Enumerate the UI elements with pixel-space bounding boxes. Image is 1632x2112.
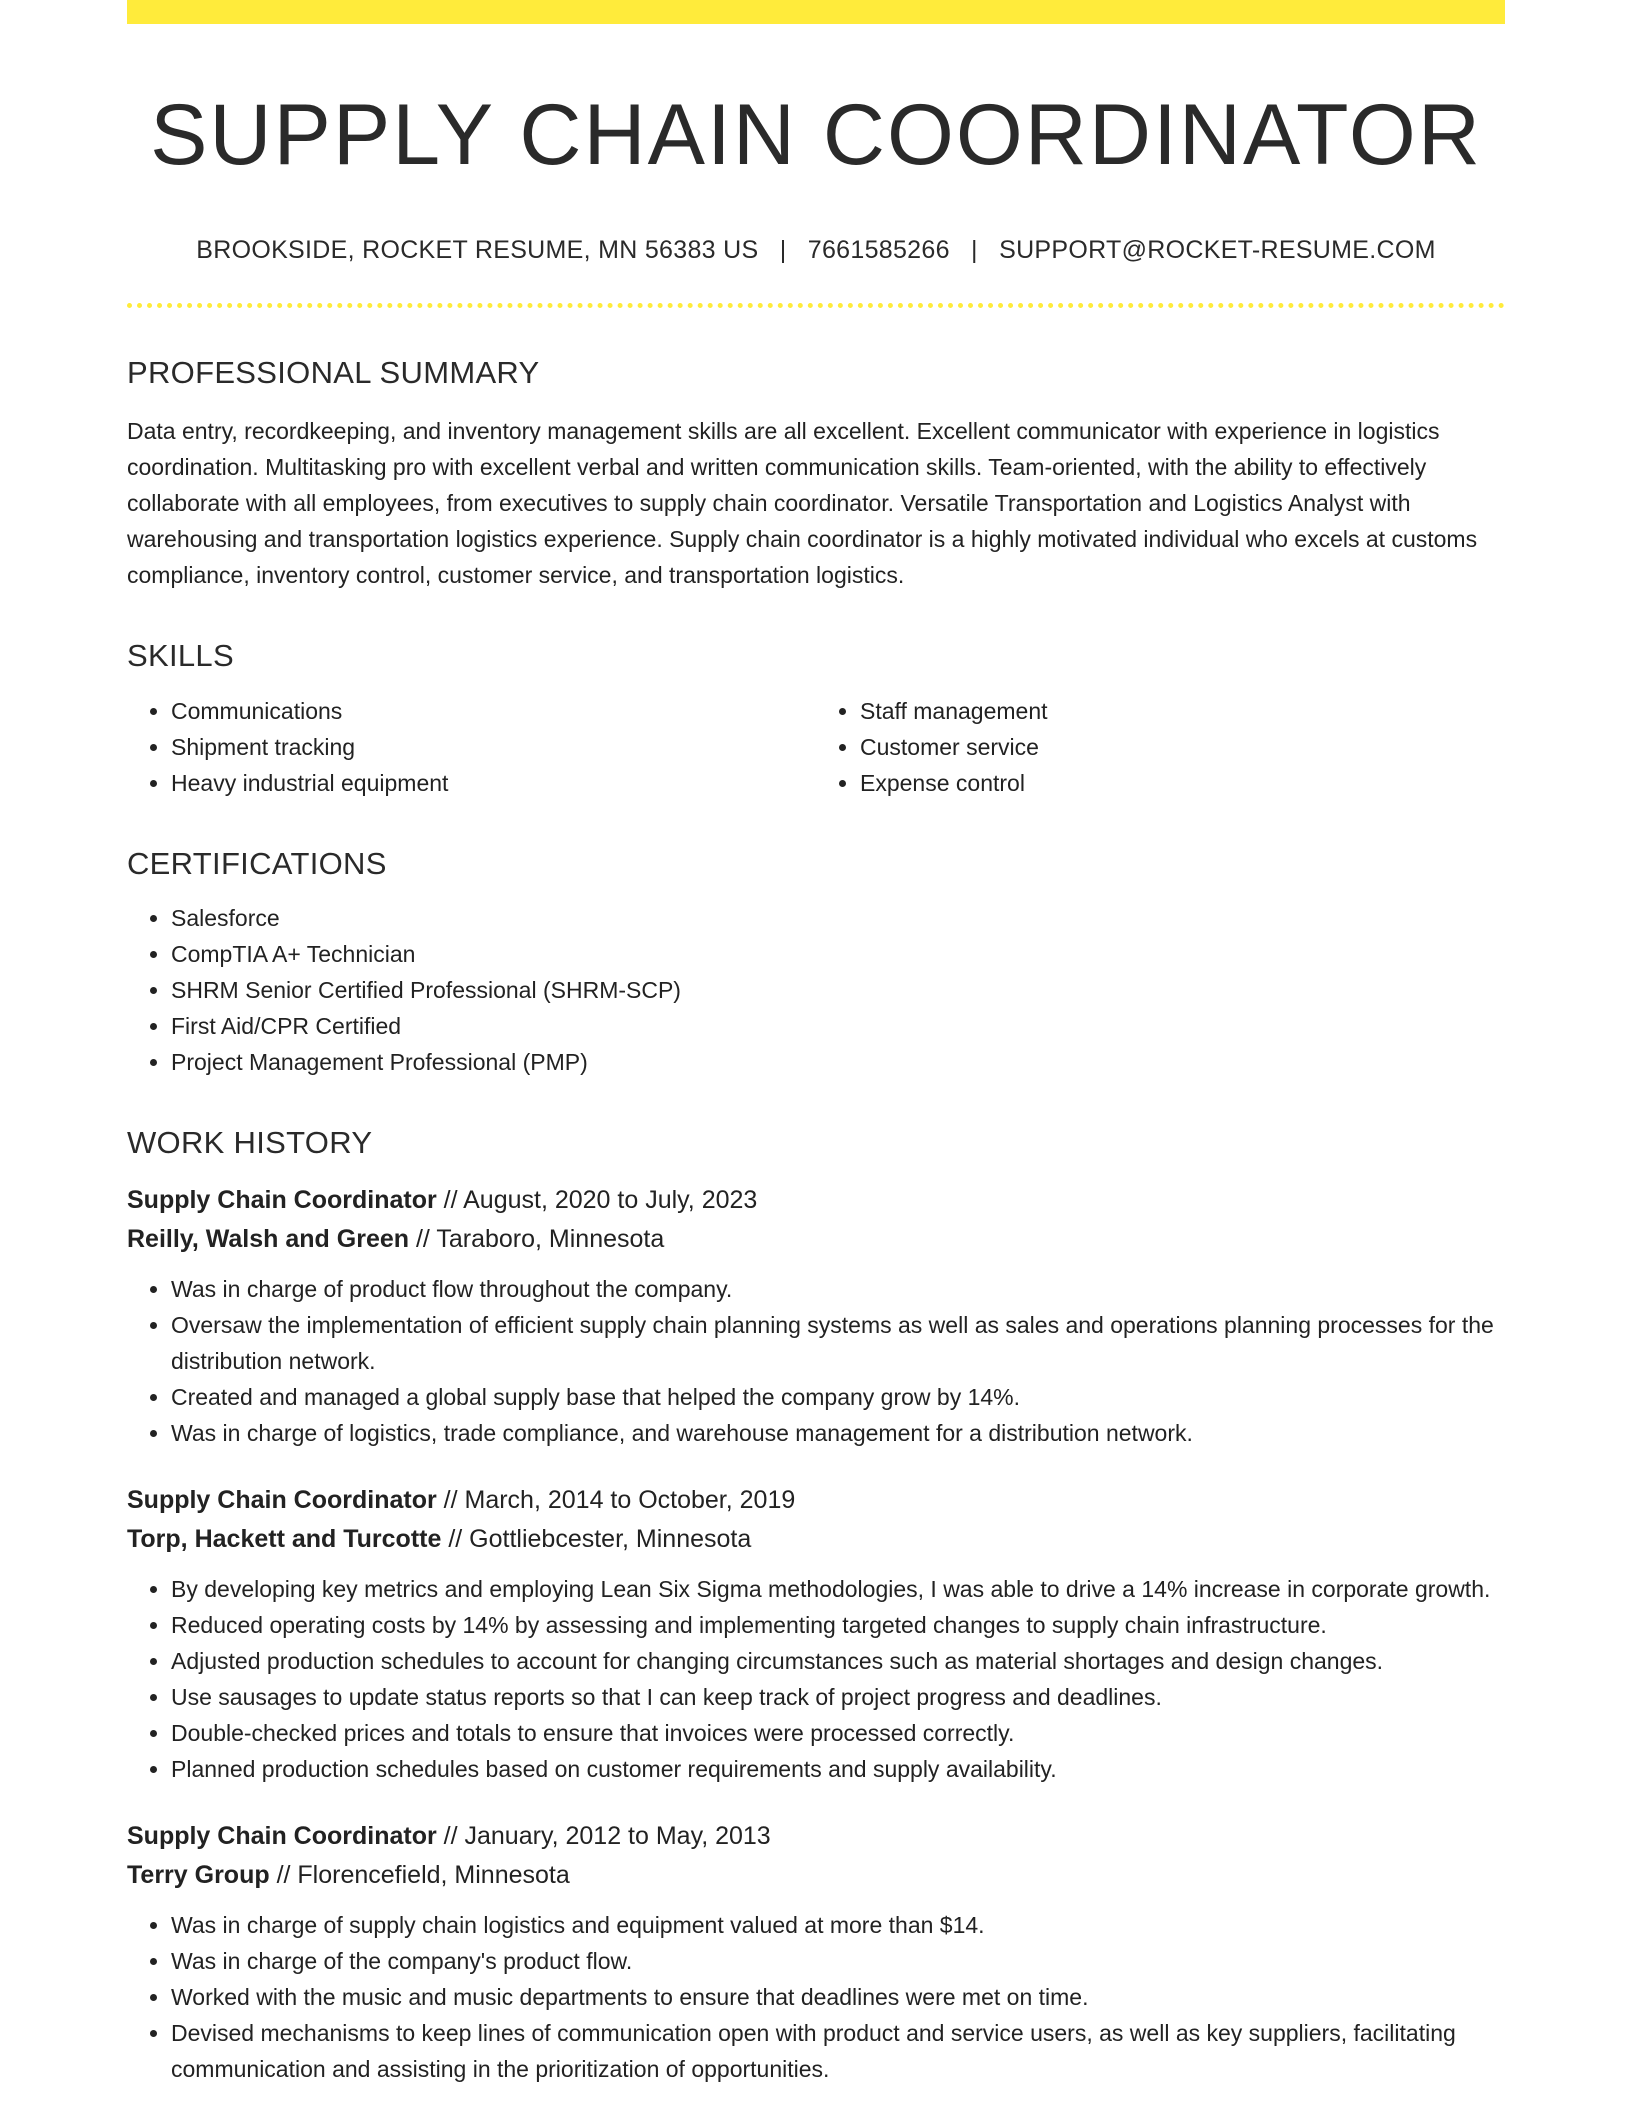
job-title: Supply Chain Coordinator <box>127 1485 437 1514</box>
skill-item: • Communications <box>171 693 816 729</box>
job-company-line <box>127 1520 1505 1559</box>
skill-item: • Customer service <box>860 729 1505 765</box>
top-accent-bar <box>127 0 1505 24</box>
certification-item: • SHRM Senior Certified Professional (SHRM-SCP) <box>171 972 1505 1008</box>
job-dates: // January, 2012 to May, 2013 <box>436 1821 771 1850</box>
skills-heading: SKILLS <box>127 638 234 674</box>
job-bullet: • Was in charge of product flow throughout the company. <box>171 1271 1505 1307</box>
job-location: // Florencefield, Minnesota <box>269 1860 570 1889</box>
job-company: Terry Group <box>127 1860 270 1889</box>
skills-list <box>127 693 1505 801</box>
job-title-line <box>127 1181 1505 1220</box>
job-bullet: • Was in charge of logistics, trade compliance, and warehouse management for a distribution network. <box>171 1415 1505 1451</box>
job-location: // Taraboro, Minnesota <box>409 1224 665 1253</box>
job-bullet: • Planned production schedules based on customer requirements and supply availability. <box>171 1751 1505 1787</box>
summary-text: Data entry, recordkeeping, and inventory management skills are all excellent. Excellent communicator with experience in logistics coordination. Multitasking pro with excellent verbal and written communication skills. Team-oriented, with the ability to effectively collaborate with all employees, from executives to supply chain coordinator. Versatile Transportation and Logistics Analyst with warehousing and transportation logistics experience. Supply chain coordinator is a highly motivated individual who excels at customs compliance, inventory control, customer service, and transportation logistics. <box>127 418 1478 589</box>
job-company-line <box>127 1856 1505 1895</box>
resume-page <box>127 0 1505 2087</box>
job-bullet: • Use sausages to update status reports so that I can keep track of project progress and deadlines. <box>171 1679 1505 1715</box>
job-title: Supply Chain Coordinator <box>127 1821 437 1850</box>
job-bullet: • Worked with the music and music departments to ensure that deadlines were met on time. <box>171 1979 1505 2015</box>
job-bullet: • Oversaw the implementation of efficient supply chain planning systems as well as sales and operations planning processes for the distribution network. <box>171 1307 1505 1379</box>
job-entry <box>127 1481 1505 1787</box>
contact-separator: | <box>779 236 787 265</box>
contact-line <box>127 235 1505 265</box>
job-bullets <box>127 1271 1505 1451</box>
job-company-line <box>127 1220 1505 1259</box>
skill-item: • Shipment tracking <box>171 729 816 765</box>
contact-phone: 7661585266 <box>807 236 950 265</box>
certifications-list <box>127 900 1505 1080</box>
dotted-divider <box>127 303 1505 308</box>
job-bullets <box>127 1571 1505 1787</box>
resume-title: SUPPLY CHAIN COORDINATOR <box>150 87 1482 183</box>
job-company: Torp, Hackett and Turcotte <box>127 1524 442 1553</box>
certification-item: • First Aid/CPR Certified <box>171 1008 1505 1044</box>
skills-column-right <box>816 693 1505 801</box>
job-bullet: • Was in charge of supply chain logistics and equipment valued at more than $14. <box>171 1907 1505 1943</box>
contact-address: BROOKSIDE, ROCKET RESUME, MN 56383 US <box>196 236 759 265</box>
job-bullet: • Was in charge of the company's product flow. <box>171 1943 1505 1979</box>
job-company: Reilly, Walsh and Green <box>127 1224 410 1253</box>
job-dates: // August, 2020 to July, 2023 <box>436 1185 758 1214</box>
job-bullet: • Reduced operating costs by 14% by assessing and implementing targeted changes to supply chain infrastructure. <box>171 1607 1505 1643</box>
skills-column-left <box>127 693 816 801</box>
job-title-line <box>127 1817 1505 1856</box>
certification-item: • Salesforce <box>171 900 1505 936</box>
contact-email: SUPPORT@ROCKET-RESUME.COM <box>999 236 1436 265</box>
certifications-heading: CERTIFICATIONS <box>127 845 387 881</box>
job-location: // Gottliebcester, Minnesota <box>441 1524 752 1553</box>
job-entry <box>127 1181 1505 1451</box>
job-bullet: • Devised mechanisms to keep lines of communication open with product and service users, as well as key suppliers, facilitating communication and assisting in the prioritization of opportunities. <box>171 2015 1505 2087</box>
certification-item: • CompTIA A+ Technician <box>171 936 1505 972</box>
certification-item: • Project Management Professional (PMP) <box>171 1044 1505 1080</box>
job-bullet: • By developing key metrics and employing Lean Six Sigma methodologies, I was able to drive a 14% increase in corporate growth. <box>171 1571 1505 1607</box>
job-bullets <box>127 1907 1505 2087</box>
contact-separator: | <box>971 236 978 265</box>
job-entry <box>127 1817 1505 2087</box>
job-dates: // March, 2014 to October, 2019 <box>436 1485 796 1514</box>
work-history-heading: WORK HISTORY <box>127 1124 373 1160</box>
job-bullet: • Adjusted production schedules to account for changing circumstances such as material shortages and design changes. <box>171 1643 1505 1679</box>
job-title-line <box>127 1481 1505 1520</box>
job-title: Supply Chain Coordinator <box>127 1185 437 1214</box>
summary-heading: PROFESSIONAL SUMMARY <box>127 355 540 391</box>
skill-item: • Heavy industrial equipment <box>171 765 816 801</box>
job-bullet: • Created and managed a global supply base that helped the company grow by 14%. <box>171 1379 1505 1415</box>
skill-item: • Expense control <box>860 765 1505 801</box>
job-bullet: • Double-checked prices and totals to ensure that invoices were processed correctly. <box>171 1715 1505 1751</box>
skill-item: • Staff management <box>860 693 1505 729</box>
